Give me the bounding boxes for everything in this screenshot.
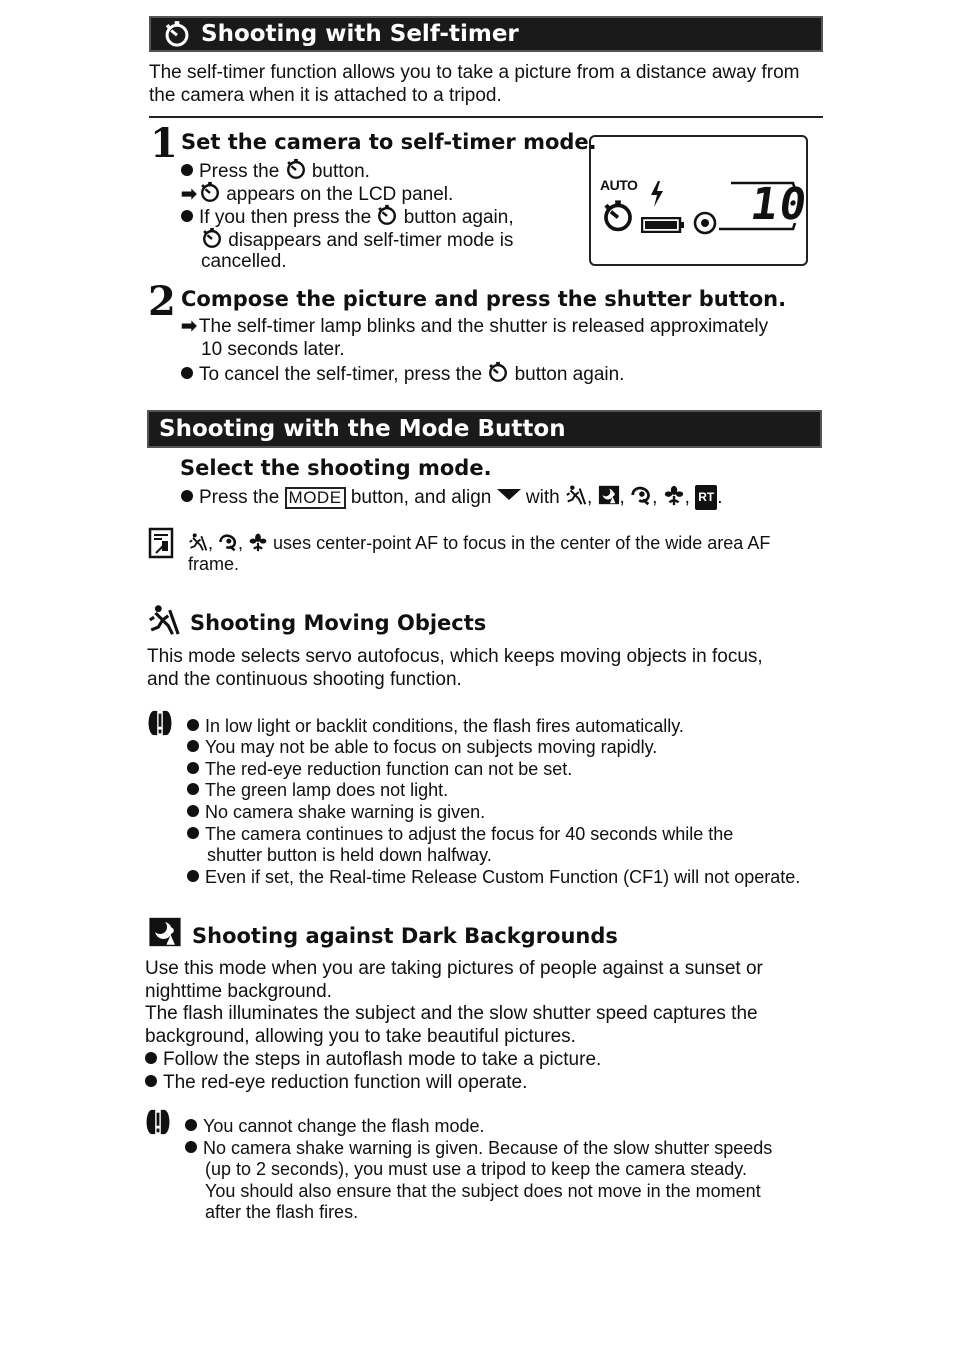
bullet-dot	[181, 210, 193, 222]
step1-bullet-1	[181, 158, 370, 183]
pointer-triangle-icon	[497, 489, 521, 501]
bullet-dot	[145, 1075, 157, 1087]
self-timer-icon	[601, 199, 635, 233]
text: No camera shake warning is given.	[205, 802, 486, 822]
text: button.	[311, 161, 370, 182]
text: Press the	[199, 487, 280, 508]
result-arrow-icon: ➡	[181, 316, 197, 337]
step-number: 2	[148, 278, 176, 325]
dark-body: nighttime background.	[145, 981, 332, 1002]
bullet-dot	[187, 762, 199, 774]
bullet-dot	[187, 805, 199, 817]
step1-result	[181, 181, 453, 206]
text: disappears and self-timer mode is	[228, 230, 514, 251]
caution-note-cont: You should also ensure that the subject does not move in the moment	[205, 1181, 761, 1201]
dark-bullet	[145, 1048, 601, 1071]
sports-mode-icon	[565, 484, 587, 506]
text: In low light or backlit conditions, the flash fires automatically.	[205, 716, 684, 736]
battery-icon	[641, 217, 685, 233]
text: You cannot change the flash mode.	[203, 1116, 485, 1136]
lcd-auto-label: AUTO	[600, 177, 638, 193]
portrait-icon	[218, 532, 238, 552]
night-scene-icon	[598, 484, 620, 506]
film-cartridge-icon	[693, 211, 719, 235]
caution-note	[187, 867, 800, 888]
intro-text: The self-timer function allows you to take a picture from a distance away from the camera when it is attached to a tripod.	[149, 62, 800, 106]
step-title: Set the camera to self-timer mode.	[181, 130, 597, 154]
bullet-dot	[185, 1119, 197, 1131]
subsection-title: Shooting Moving Objects	[190, 611, 487, 635]
subsection-title: Shooting against Dark Backgrounds	[192, 924, 618, 948]
mode-instruction: Press the MODE button, and align with , , , , RT .	[181, 484, 723, 510]
mode-button-label: MODE	[285, 487, 346, 509]
step1-bullet-2-cont2: cancelled.	[201, 251, 287, 272]
subsection-title: Select the shooting mode.	[180, 456, 492, 480]
dark-body: background, allowing you to take beautiful pictures.	[145, 1026, 576, 1047]
dark-bullet	[145, 1071, 527, 1094]
self-timer-icon	[199, 181, 221, 203]
caution-note	[185, 1138, 772, 1159]
text: Follow the steps in autoflash mode to take a picture.	[163, 1049, 602, 1070]
frame-counter: 10	[747, 179, 812, 230]
self-timer-icon	[376, 204, 398, 226]
caution-note-cont: shutter button is held down halfway.	[207, 845, 492, 865]
bullet-dot	[187, 740, 199, 752]
bullet-dot	[187, 783, 199, 795]
lcd-panel-illustration	[589, 135, 812, 266]
memo-icon	[148, 527, 174, 559]
portrait-icon	[630, 484, 652, 506]
caution-note	[185, 1116, 485, 1137]
caution-note	[187, 759, 572, 780]
memo-line: , , uses center-point AF to focus in the center of the wide area AF	[188, 532, 770, 554]
text: The camera continues to adjust the focus for 40 seconds while the	[205, 824, 734, 844]
bullet-dot	[145, 1052, 157, 1064]
caution-note	[187, 824, 733, 845]
bullet-dot	[181, 367, 193, 379]
caution-note	[187, 716, 684, 737]
step2-result-cont: 10 seconds later.	[201, 339, 345, 360]
dark-body: The flash illuminates the subject and the slow shutter speed captures the	[145, 1003, 758, 1024]
caution-note	[187, 780, 448, 801]
rt-mode-label: RT	[695, 485, 717, 510]
closeup-icon	[248, 532, 268, 552]
step1-bullet-2	[181, 204, 514, 229]
step-title: Compose the picture and press the shutter button.	[181, 287, 787, 311]
bullet-dot	[185, 1141, 197, 1153]
self-timer-icon	[285, 158, 307, 180]
text: The red-eye reduction function can not be set.	[205, 759, 573, 779]
step2-result	[181, 315, 768, 338]
step1-bullet-2-cont	[201, 227, 513, 252]
caution-note-cont: (up to 2 seconds), you must use a tripod to keep the camera steady.	[205, 1159, 747, 1179]
divider	[149, 116, 823, 118]
sports-mode-icon	[188, 532, 208, 552]
text: No camera shake warning is given. Because of the slow shutter speeds	[203, 1138, 773, 1158]
self-timer-icon	[163, 20, 191, 48]
sports-mode-icon	[147, 602, 181, 638]
step-number: 1	[150, 120, 178, 167]
text: button again,	[403, 207, 514, 228]
step2-bullet	[181, 361, 624, 386]
text: with	[525, 487, 560, 508]
night-scene-icon	[147, 915, 183, 949]
text: Even if set, the Real-time Release Custom Function (CF1) will not operate.	[205, 867, 801, 887]
section-banner-mode-button	[147, 410, 822, 448]
bullet-dot	[187, 870, 199, 882]
self-timer-icon	[487, 361, 509, 383]
caution-note	[187, 802, 485, 823]
text: button, and align	[350, 487, 492, 508]
text: button again.	[514, 364, 625, 385]
caution-icon	[146, 709, 174, 737]
bullet-dot	[181, 164, 193, 176]
section-title: Shooting with Self-timer	[201, 21, 519, 47]
text: The red-eye reduction function will operate.	[163, 1072, 528, 1093]
text: To cancel the self-timer, press the	[199, 364, 483, 385]
bullet-dot	[187, 827, 199, 839]
result-arrow-icon: ➡	[181, 184, 197, 205]
bullet-dot	[187, 719, 199, 731]
flash-icon	[649, 181, 665, 207]
dark-body: Use this mode when you are taking pictures of people against a sunset or	[145, 958, 763, 979]
text: You may not be able to focus on subjects moving rapidly.	[205, 737, 658, 757]
text: The self-timer lamp blinks and the shutter is released approximately	[198, 316, 769, 337]
self-timer-icon	[201, 227, 223, 249]
text: appears on the LCD panel.	[226, 184, 454, 205]
text: The green lamp does not light.	[205, 780, 449, 800]
text: uses center-point AF to focus in the center of the wide area AF	[273, 533, 771, 553]
bullet-dot	[181, 490, 193, 502]
caution-note	[187, 737, 657, 758]
section-banner-self-timer	[149, 16, 823, 52]
closeup-icon	[663, 484, 685, 506]
caution-icon	[144, 1108, 172, 1136]
caution-note-cont: after the flash fires.	[205, 1202, 359, 1222]
moving-body-1: This mode selects servo autofocus, which keeps moving objects in focus,	[147, 646, 763, 667]
text: If you then press the	[199, 207, 372, 228]
moving-body-2: and the continuous shooting function.	[147, 669, 462, 690]
section-title: Shooting with the Mode Button	[159, 416, 566, 442]
text: Press the	[199, 161, 280, 182]
memo-line-cont: frame.	[188, 554, 240, 574]
